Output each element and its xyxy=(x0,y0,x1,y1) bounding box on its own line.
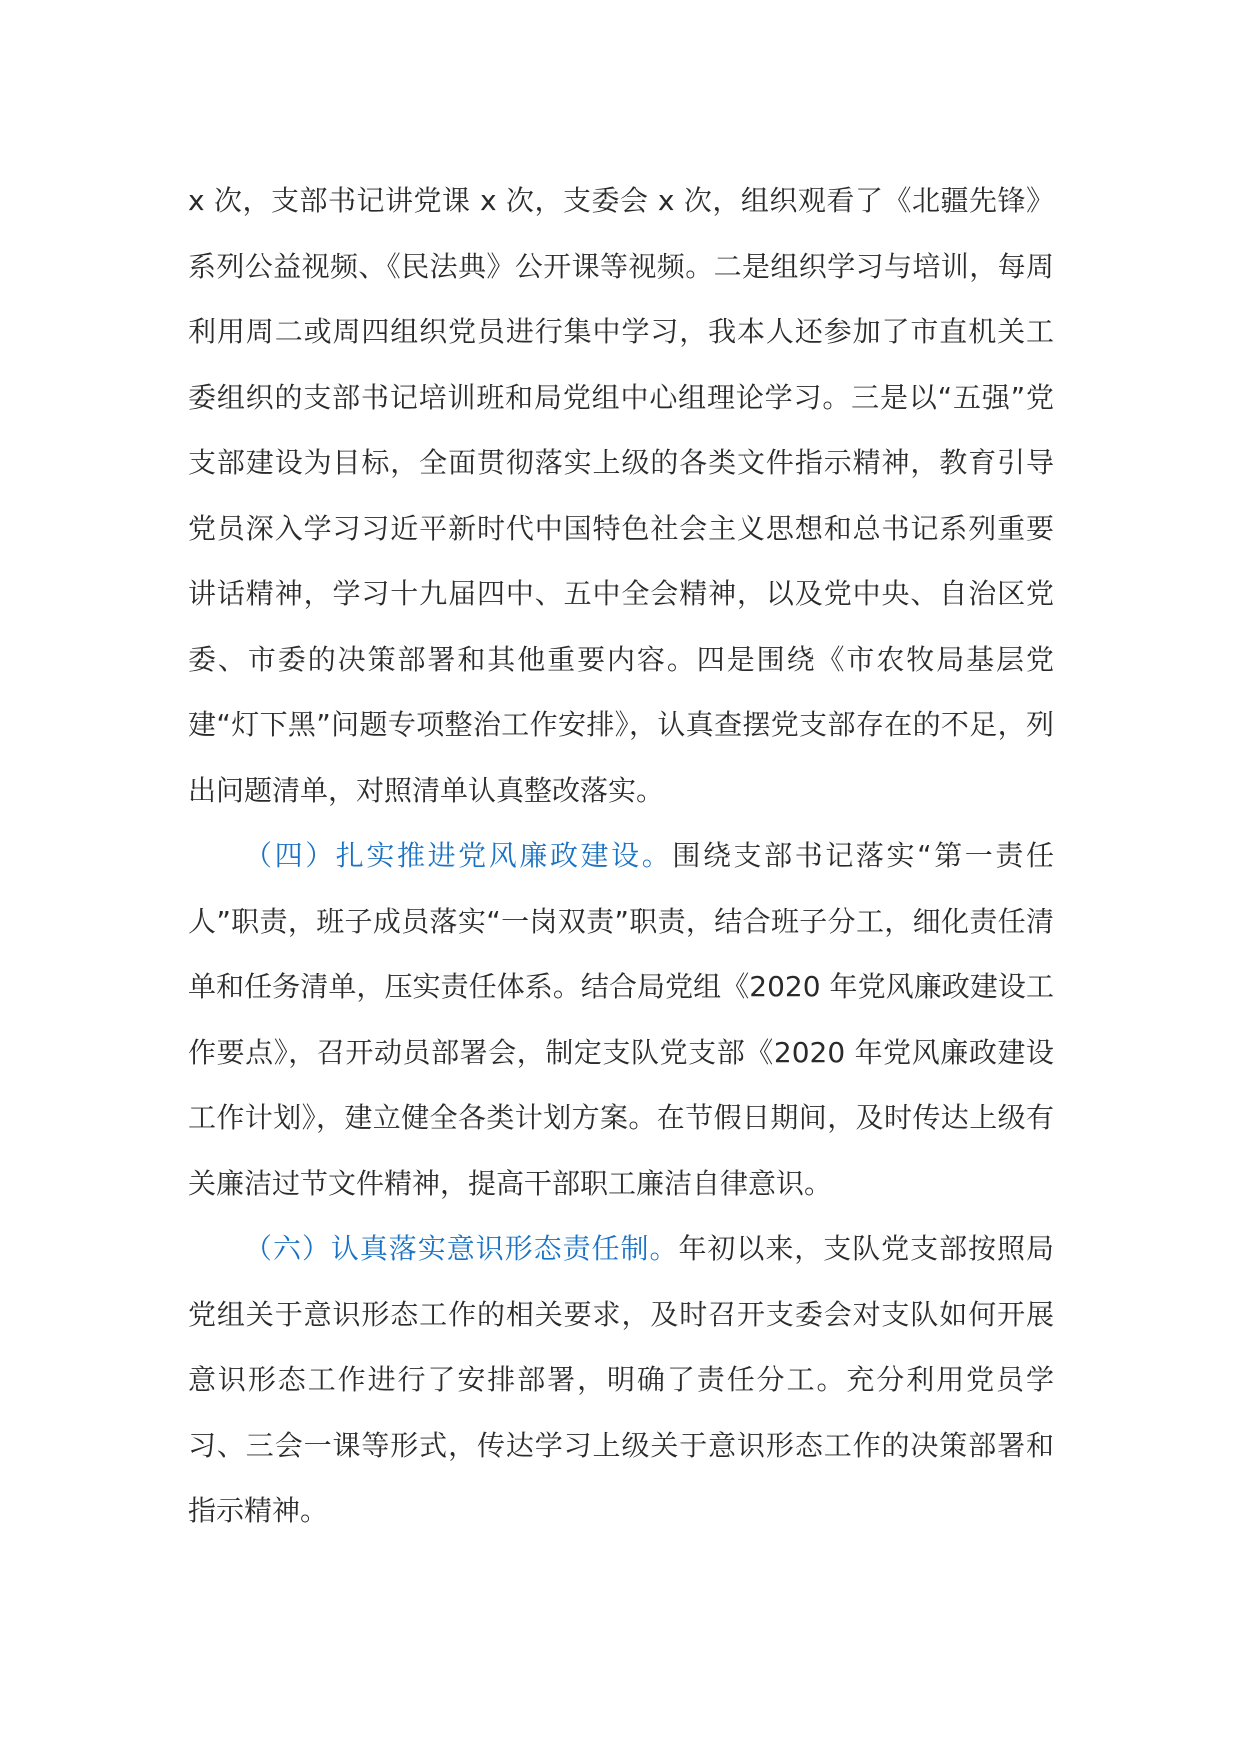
paragraph-continued xyxy=(188,168,1054,823)
section-heading: （四）扎实推进党风廉政建设。 xyxy=(244,839,673,872)
paragraph-section-6 xyxy=(188,1216,1054,1544)
paragraph-text: x 次，支部书记讲党课 x 次，支委会 x 次，组织观看了《北疆先锋》系列公益视频、《民法典》公开课等视频。二是组织学习与培训，每周利用周二或周四组织党员进行集中学习，我本人还参加了市直机关工委组织的支部书记培训班和局党组中心组理论学习。三是以“五强”党支部建设为目标，全面贯彻落实上级的各类文件指示精神，教育引导党员深入学习习近平新时代中国特色社会主义思想和总书记系列重要讲话精神，学习十九届四中、五中全会精神，以及党中央、自治区党委、市委的决策部署和其他重要内容。四是围绕《市农牧局基层党建“灯下黑”问题专项整治工作安排》，认真查摆党支部存在的不足，列出问题清单，对照清单认真整改落实。 xyxy=(188,184,1054,807)
document-body xyxy=(188,168,1054,1544)
section-heading: （六）认真落实意识形态责任制。 xyxy=(244,1232,679,1265)
paragraph-section-4 xyxy=(188,823,1054,1216)
paragraph-text: 年初以来，支队党支部按照局党组关于意识形态工作的相关要求，及时召开支委会对支队如何开展意识形态工作进行了安排部署，明确了责任分工。充分利用党员学习、三会一课等形式，传达学习上级关于意识形态工作的决策部署和指示精神。 xyxy=(188,1232,1054,1527)
paragraph-text: 围绕支部书记落实“第一责任人”职责，班子成员落实“一岗双责”职责，结合班子分工，细化责任清单和任务清单，压实责任体系。结合局党组《2020 年党风廉政建设工作要点》，召开动员部署会，制定支队党支部《2020 年党风廉政建设工作计划》，建立健全各类计划方案。在节假日期间，及时传达上级有关廉洁过节文件精神，提高干部职工廉洁自律意识。 xyxy=(188,839,1054,1200)
